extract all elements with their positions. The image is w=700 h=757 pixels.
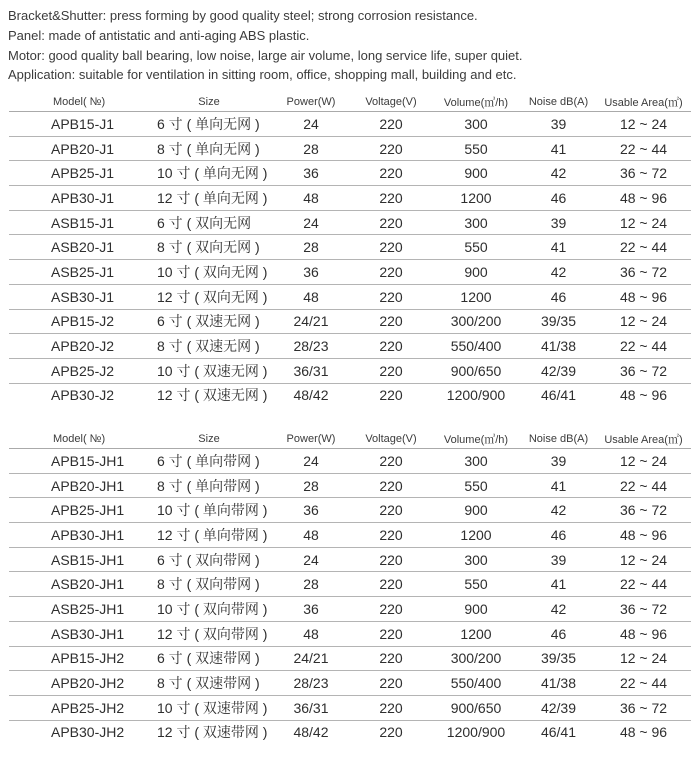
cell-usable-area: 12 ~ 24 — [596, 210, 691, 235]
bracket-shutter-line: Bracket&Shutter: press forming by good quality steel; strong corrosion resistance. — [8, 8, 478, 23]
table-row — [9, 260, 691, 285]
cell-power: 24/21 — [271, 309, 351, 334]
cell-usable-area: 12 ~ 24 — [596, 547, 691, 572]
cell-usable-area: 22 ~ 44 — [596, 235, 691, 260]
cell-usable-area: 36 ~ 72 — [596, 260, 691, 285]
cell-power: 24 — [271, 210, 351, 235]
table-row — [9, 334, 691, 359]
cell-volume: 900 — [431, 260, 521, 285]
cell-size: 6 寸 ( 单向带网 ) — [147, 449, 271, 474]
cell-voltage: 220 — [351, 597, 431, 622]
table-row — [9, 473, 691, 498]
cell-noise: 41/38 — [521, 334, 596, 359]
cell-model: APB30-J1 — [9, 186, 147, 211]
cell-model: ASB25-J1 — [9, 260, 147, 285]
cell-model: APB30-JH1 — [9, 523, 147, 548]
cell-size: 8 寸 ( 双速无网 ) — [147, 334, 271, 359]
cell-power: 48 — [271, 186, 351, 211]
cell-volume: 900 — [431, 597, 521, 622]
cell-size: 8 寸 ( 单向无网 ) — [147, 136, 271, 161]
header-model: Model( №) — [9, 92, 147, 112]
cell-volume: 550 — [431, 572, 521, 597]
header-voltage: Voltage(V) — [351, 429, 431, 449]
table-row — [9, 671, 691, 696]
table-row — [9, 449, 691, 474]
header-row — [9, 429, 691, 449]
cell-voltage: 220 — [351, 547, 431, 572]
cell-usable-area: 36 ~ 72 — [596, 597, 691, 622]
table-row — [9, 597, 691, 622]
cell-voltage: 220 — [351, 309, 431, 334]
cell-model: APB15-JH1 — [9, 449, 147, 474]
cell-power: 36 — [271, 498, 351, 523]
cell-size: 6 寸 ( 双速无网 ) — [147, 309, 271, 334]
cell-model: ASB30-J1 — [9, 284, 147, 309]
cell-volume: 1200/900 — [446, 387, 506, 404]
cell-voltage: 220 — [351, 112, 431, 137]
cell-model: APB25-J1 — [9, 161, 147, 186]
cell-model: ASB15-J1 — [9, 210, 147, 235]
header-power: Power(W) — [271, 92, 351, 112]
cell-size: 6 寸 ( 单向无网 ) — [147, 112, 271, 137]
table-row — [9, 210, 691, 235]
cell-model: APB30-JH2 — [51, 724, 125, 741]
cell-noise: 41 — [521, 235, 596, 260]
cell-usable-area: 48 ~ 96 — [596, 186, 691, 211]
cell-size: 12 寸 ( 双向带网 ) — [147, 621, 271, 646]
cell-volume: 300/200 — [431, 646, 521, 671]
cell-noise: 46 — [521, 186, 596, 211]
cell-voltage: 220 — [351, 473, 431, 498]
cell-power: 48/42 — [293, 387, 329, 404]
spec-table-with-grille — [9, 429, 691, 744]
cell-model: ASB20-J1 — [9, 235, 147, 260]
cell-volume: 300 — [431, 547, 521, 572]
cell-model: APB25-J2 — [9, 358, 147, 383]
cell-model: APB20-J2 — [9, 334, 147, 359]
cell-volume: 1200/900 — [446, 724, 506, 741]
cell-voltage: 220 — [351, 284, 431, 309]
cell-volume: 900/650 — [431, 695, 521, 720]
cell-power: 36 — [271, 161, 351, 186]
table-row — [9, 547, 691, 572]
cell-volume: 1200 — [431, 284, 521, 309]
cell-voltage: 220 — [351, 523, 431, 548]
cell-usable-area: 22 ~ 44 — [596, 572, 691, 597]
cell-usable-area: 12 ~ 24 — [596, 309, 691, 334]
header-noise: Noise dB(A) — [521, 92, 596, 112]
table-row — [9, 161, 691, 186]
cell-noise: 46/41 — [540, 724, 577, 741]
cell-volume: 900/650 — [431, 358, 521, 383]
cell-usable-area: 48 ~ 96 — [596, 284, 691, 309]
application-line: Application: suitable for ventilation in sitting room, office, shopping mall, building and etc. — [8, 67, 517, 83]
table-row — [9, 695, 691, 720]
cell-usable-area: 48 ~ 96 — [619, 724, 668, 741]
table-row — [9, 646, 691, 671]
cell-model: ASB20-JH1 — [9, 572, 147, 597]
cell-noise: 46/41 — [540, 387, 577, 404]
cell-noise: 42/39 — [521, 358, 596, 383]
cell-size: 12 寸 ( 双速无网 ) — [157, 387, 268, 404]
cell-usable-area: 36 ~ 72 — [596, 695, 691, 720]
cell-model: APB20-JH2 — [9, 671, 147, 696]
header-usable-area: Usable Area(㎡) — [596, 92, 691, 112]
cell-size: 10 寸 ( 双速带网 ) — [147, 695, 271, 720]
header-row — [9, 92, 691, 112]
header-power: Power(W) — [271, 429, 351, 449]
cell-noise: 39/35 — [521, 309, 596, 334]
cell-volume: 300 — [431, 449, 521, 474]
panel-line: Panel: made of antistatic and anti-aging ABS plastic. — [8, 27, 310, 43]
cell-power: 28 — [271, 572, 351, 597]
table-row — [9, 136, 691, 161]
cell-size: 8 寸 ( 双向无网 ) — [147, 235, 271, 260]
cell-noise: 41 — [521, 473, 596, 498]
cell-size: 6 寸 ( 双向带网 ) — [147, 547, 271, 572]
cell-noise: 46 — [521, 523, 596, 548]
cell-voltage: 220 — [351, 235, 431, 260]
cell-usable-area: 36 ~ 72 — [596, 498, 691, 523]
cell-power: 24/21 — [271, 646, 351, 671]
cell-power: 28/23 — [271, 671, 351, 696]
cell-voltage: 220 — [351, 210, 431, 235]
cell-size: 12 寸 ( 单向无网 ) — [147, 186, 271, 211]
cell-usable-area: 36 ~ 72 — [596, 358, 691, 383]
cell-volume: 1200 — [431, 523, 521, 548]
cell-voltage: 220 — [379, 724, 403, 741]
table-row — [9, 498, 691, 523]
cell-size: 10 寸 ( 双速无网 ) — [147, 358, 271, 383]
motor-line: Motor: good quality ball bearing, low noise, large air volume, long service life, super quiet. — [8, 47, 523, 63]
cell-power: 48 — [271, 284, 351, 309]
cell-noise: 42 — [521, 260, 596, 285]
table-row — [9, 572, 691, 597]
cell-noise: 39/35 — [521, 646, 596, 671]
header-volume: Volume(㎥/h) — [431, 92, 521, 112]
cell-voltage: 220 — [351, 671, 431, 696]
cell-voltage: 220 — [351, 449, 431, 474]
cell-volume: 550/400 — [431, 671, 521, 696]
cell-noise: 41 — [521, 136, 596, 161]
table-row — [9, 358, 691, 383]
cell-model: APB15-J1 — [9, 112, 147, 137]
header-model: Model( №) — [9, 429, 147, 449]
cell-volume: 900 — [431, 161, 521, 186]
cell-size: 10 寸 ( 单向带网 ) — [147, 498, 271, 523]
cell-size: 8 寸 ( 双向带网 ) — [147, 572, 271, 597]
cell-voltage: 220 — [351, 695, 431, 720]
cell-model: ASB30-JH1 — [9, 621, 147, 646]
cell-volume: 550/400 — [431, 334, 521, 359]
cell-volume: 300 — [431, 210, 521, 235]
cell-model: APB20-J1 — [9, 136, 147, 161]
table-row — [9, 523, 691, 548]
cell-power: 48 — [271, 523, 351, 548]
cell-model: APB30-J2 — [51, 387, 115, 404]
cell-noise: 46 — [521, 284, 596, 309]
cell-power: 28 — [271, 136, 351, 161]
cell-voltage: 220 — [351, 161, 431, 186]
product-description — [8, 6, 698, 85]
cell-size: 10 寸 ( 双向无网 ) — [147, 260, 271, 285]
cell-voltage: 220 — [351, 572, 431, 597]
cell-usable-area: 12 ~ 24 — [596, 449, 691, 474]
cell-voltage: 220 — [351, 136, 431, 161]
cell-noise: 41 — [521, 572, 596, 597]
cell-volume: 1200 — [431, 621, 521, 646]
cell-usable-area: 22 ~ 44 — [596, 334, 691, 359]
header-size: Size — [147, 429, 271, 449]
cell-size: 12 寸 ( 双速带网 ) — [157, 724, 268, 741]
cell-model: ASB25-JH1 — [9, 597, 147, 622]
cell-size: 6 寸 ( 双速带网 ) — [147, 646, 271, 671]
cell-noise: 39 — [521, 449, 596, 474]
table-row — [9, 112, 691, 137]
cell-model: APB25-JH1 — [9, 498, 147, 523]
table-row — [9, 309, 691, 334]
cell-noise: 41/38 — [521, 671, 596, 696]
header-usable-area: Usable Area(㎡) — [596, 429, 691, 449]
header-volume: Volume(㎥/h) — [431, 429, 521, 449]
cell-volume: 300/200 — [431, 309, 521, 334]
cell-volume: 550 — [431, 473, 521, 498]
cell-voltage: 220 — [351, 260, 431, 285]
cell-voltage: 220 — [351, 621, 431, 646]
cell-usable-area: 12 ~ 24 — [596, 112, 691, 137]
cell-power: 24 — [271, 547, 351, 572]
cell-size: 10 寸 ( 双向带网 ) — [147, 597, 271, 622]
cell-noise: 42 — [521, 498, 596, 523]
header-noise: Noise dB(A) — [521, 429, 596, 449]
cell-noise: 42/39 — [521, 695, 596, 720]
cell-noise: 39 — [521, 210, 596, 235]
table-row — [9, 235, 691, 260]
header-size: Size — [147, 92, 271, 112]
cell-voltage: 220 — [351, 334, 431, 359]
cell-voltage: 220 — [351, 646, 431, 671]
cell-model: APB25-JH2 — [9, 695, 147, 720]
cell-usable-area: 12 ~ 24 — [596, 646, 691, 671]
cell-voltage: 220 — [379, 387, 403, 404]
cell-size: 10 寸 ( 单向无网 ) — [147, 161, 271, 186]
cell-power: 24 — [271, 449, 351, 474]
cell-noise: 46 — [521, 621, 596, 646]
cell-usable-area: 48 ~ 96 — [619, 387, 668, 404]
table-row — [9, 621, 691, 646]
cell-size: 12 寸 ( 双向无网 ) — [147, 284, 271, 309]
cell-usable-area: 48 ~ 96 — [596, 523, 691, 548]
cell-power: 48/42 — [293, 724, 329, 741]
table-row — [9, 186, 691, 211]
cell-usable-area: 22 ~ 44 — [596, 136, 691, 161]
header-voltage: Voltage(V) — [351, 92, 431, 112]
cell-voltage: 220 — [351, 498, 431, 523]
cell-power: 36/31 — [271, 358, 351, 383]
cell-usable-area: 48 ~ 96 — [596, 621, 691, 646]
cell-power: 24 — [271, 112, 351, 137]
spec-table-no-grille — [9, 92, 691, 407]
cell-power: 36 — [271, 597, 351, 622]
cell-model: APB15-JH2 — [9, 646, 147, 671]
table-row — [9, 284, 691, 309]
cell-size: 6 寸 ( 双向无网 — [147, 210, 271, 235]
cell-volume: 900 — [431, 498, 521, 523]
cell-model: ASB15-JH1 — [9, 547, 147, 572]
cell-size: 12 寸 ( 单向带网 ) — [147, 523, 271, 548]
cell-power: 48 — [271, 621, 351, 646]
cell-power: 28 — [271, 473, 351, 498]
cell-power: 36 — [271, 260, 351, 285]
cell-usable-area: 36 ~ 72 — [596, 161, 691, 186]
cell-usable-area: 22 ~ 44 — [596, 671, 691, 696]
table-row — [9, 720, 691, 744]
cell-volume: 1200 — [431, 186, 521, 211]
cell-volume: 550 — [431, 235, 521, 260]
cell-usable-area: 22 ~ 44 — [596, 473, 691, 498]
cell-power: 36/31 — [271, 695, 351, 720]
cell-model: APB15-J2 — [9, 309, 147, 334]
cell-voltage: 220 — [351, 358, 431, 383]
cell-volume: 550 — [431, 136, 521, 161]
cell-voltage: 220 — [351, 186, 431, 211]
cell-volume: 300 — [431, 112, 521, 137]
cell-power: 28 — [271, 235, 351, 260]
cell-size: 8 寸 ( 双速带网 ) — [147, 671, 271, 696]
cell-noise: 39 — [521, 547, 596, 572]
cell-noise: 39 — [521, 112, 596, 137]
table-row — [9, 383, 691, 407]
cell-size: 8 寸 ( 单向带网 ) — [147, 473, 271, 498]
cell-noise: 42 — [521, 597, 596, 622]
cell-model: APB20-JH1 — [9, 473, 147, 498]
cell-power: 28/23 — [271, 334, 351, 359]
cell-noise: 42 — [521, 161, 596, 186]
